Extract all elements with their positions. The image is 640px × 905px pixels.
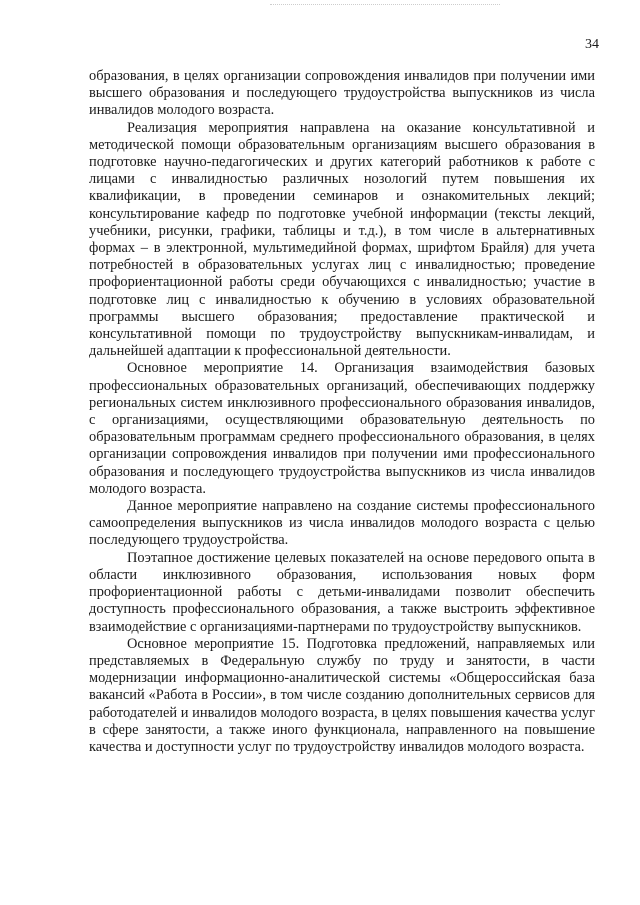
paragraph-targets: Поэтапное достижение целевых показателей на основе передового опыта в области инклюзивного образования, использования новых форм профориентационной работы с детьми-инвалидами позволит обеспечить доступность профессионального образования, а также выстроить эффективное взаимодействие с организациями-партнерами по трудоустройству выпускников. (89, 549, 595, 635)
body-text (89, 68, 595, 756)
scan-artifact (270, 4, 500, 9)
paragraph-measure-14-goal: Данное мероприятие направлено на создание системы профессионального самоопределения выпускников из числа инвалидов молодого возраста с целью последующего трудоустройства. (89, 498, 595, 549)
paragraph-continuation: образования, в целях организации сопровождения инвалидов при получении ими высшего образования и последующего трудоустройства выпускников из числа инвалидов молодого возраста. (89, 68, 595, 119)
paragraph-measure-14: Основное мероприятие 14. Организация взаимодействия базовых профессиональных образовательных организаций, обеспечивающих поддержку региональных систем инклюзивного профессионального образования инвалидов, с организациями, осуществляющими образовательную деятельность по образовательным программам среднего профессионального образования, в целях организации сопровождения инвалидов при получении ими профессионального образования и последующего трудоустройства выпускников из числа инвалидов молодого возраста. (89, 360, 595, 497)
paragraph-implementation: Реализация мероприятия направлена на оказание консультативной и методической помощи образовательным организациям высшего образования в подготовке научно-педагогических и других категорий работников к работе с лицами с инвалидностью различных нозологий путем повышения их квалификации, в проведении семинаров и ознакомительных лекций; консультирование кафедр по подготовке учебной информации (тексты лекций, учебники, рисунки, графики, таблицы и т.д.), в том числе в альтернативных формах – в электронной, мультимедийной формах, шрифтом Брайля) для учета потребностей в образовательных услугах лиц с инвалидностью; проведение профориентационной работы среди обучающихся с инвалидностью; участие в подготовке лиц с инвалидностью к обучению в условиях образовательной программы высшего образования; предоставление практической и консультативной помощи по трудоустройству выпускникам-инвалидам, и дальнейшей адаптации к профессиональной деятельности. (89, 119, 595, 360)
paragraph-measure-15: Основное мероприятие 15. Подготовка предложений, направляемых или представляемых в Федеральную службу по труду и занятости, в части модернизации информационно-аналитической системы «Общероссийская база вакансий «Работа в России», в том числе созданию дополнительных сервисов для работодателей и инвалидов молодого возраста, в целях повышения качества услуг в сфере занятости, а также иного функционала, направленного на повышение качества и доступности услуг по трудоустройству инвалидов молодого возраста. (89, 635, 595, 755)
page-number: 34 (585, 37, 599, 52)
